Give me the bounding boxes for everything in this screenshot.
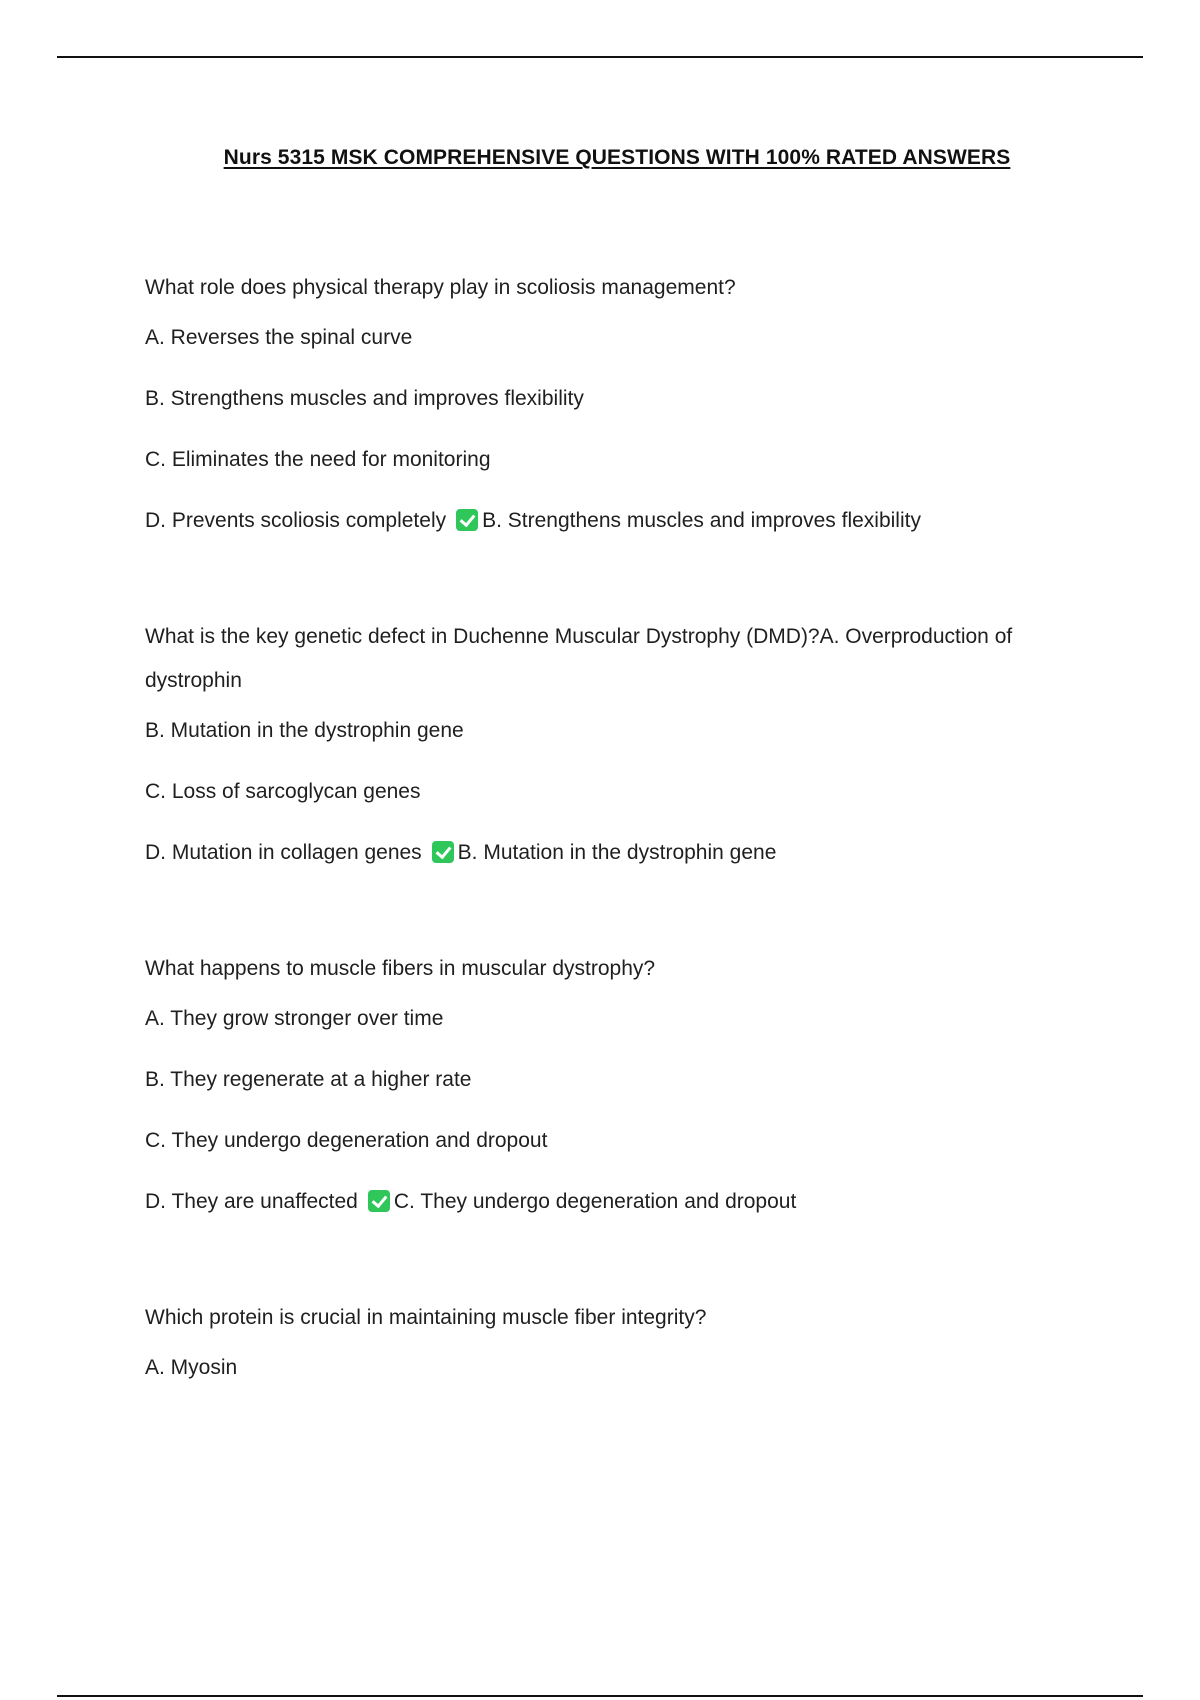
question-list <box>145 266 1085 1380</box>
option-c: C. Eliminates the need for monitoring <box>145 448 491 471</box>
top-rule <box>57 56 1143 58</box>
option-d: D. They are unaffected <box>145 1190 358 1213</box>
correct-answer: B. Mutation in the dystrophin gene <box>457 841 777 864</box>
option-d-with-answer <box>145 1190 1085 1214</box>
option-c: C. They undergo degeneration and dropout <box>145 1129 548 1152</box>
check-icon <box>456 509 478 531</box>
option-c: C. Loss of sarcoglycan genes <box>145 780 421 803</box>
document-title: Nurs 5315 MSK COMPREHENSIVE QUESTIONS WITH 100% RATED ANSWERS <box>223 146 1011 169</box>
check-icon <box>432 841 454 863</box>
option-b: B. They regenerate at a higher rate <box>145 1068 472 1091</box>
correct-answer: C. They undergo degeneration and dropout <box>393 1190 797 1213</box>
question-block-1 <box>145 266 1085 533</box>
option-d: D. Mutation in collagen genes <box>145 841 422 864</box>
bottom-rule <box>57 1695 1143 1697</box>
option-d-with-answer <box>145 509 1085 533</box>
question-block-3 <box>145 947 1085 1214</box>
question-text: What happens to muscle fibers in muscular dystrophy? <box>145 957 656 980</box>
option-d-with-answer <box>145 841 1085 865</box>
question-block-4 <box>145 1296 1085 1380</box>
question-text: What is the key genetic defect in Duchenne Muscular Dystrophy (DMD)?A. Overproduction of dystrophin <box>145 625 1013 692</box>
question-text: Which protein is crucial in maintaining muscle fiber integrity? <box>145 1306 707 1329</box>
option-b: B. Strengthens muscles and improves flexibility <box>145 387 584 410</box>
correct-answer: B. Strengthens muscles and improves flexibility <box>482 509 921 532</box>
question-text: What role does physical therapy play in scoliosis management? <box>145 276 736 299</box>
option-d: D. Prevents scoliosis completely <box>145 509 447 532</box>
option-a: A. Myosin <box>145 1356 238 1379</box>
question-block-2 <box>145 615 1085 865</box>
check-icon <box>368 1190 390 1212</box>
option-a: A. They grow stronger over time <box>145 1007 444 1030</box>
option-a: A. Reverses the spinal curve <box>145 326 413 349</box>
option-b: B. Mutation in the dystrophin gene <box>145 719 464 742</box>
